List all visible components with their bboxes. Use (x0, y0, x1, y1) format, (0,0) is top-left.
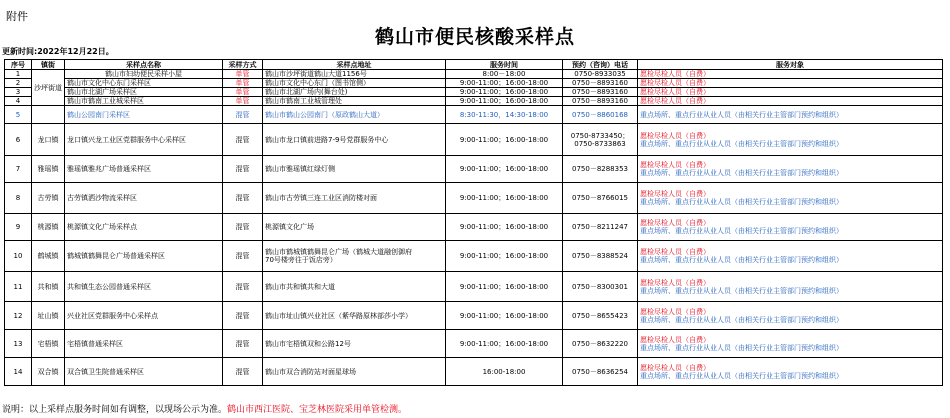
row-address: 鹤山市雅瑶镇红绿灯侧 (263, 156, 446, 183)
row-target (638, 330, 943, 358)
row-phone: 0750－8655423 (563, 302, 638, 330)
row-phone: 0750－8388524 (563, 241, 638, 272)
table-row (5, 214, 943, 241)
row-time: 8:30-11:30，14:30-18:00 (446, 106, 563, 124)
row-method: 混管 (223, 106, 263, 124)
row-phone: 0750－8893160 (563, 88, 638, 97)
row-method: 单管 (223, 97, 263, 106)
table-row (5, 88, 943, 97)
row-target (638, 183, 943, 214)
row-time: 9:00-11:00；16:00-18:00 (446, 241, 563, 272)
row-time: 9:00-11:00；16:00-18:00 (446, 272, 563, 302)
header-time: 服务时间 (446, 60, 563, 70)
row-site-name: 鹤山市妇幼便民采样小屋 (65, 70, 223, 79)
table-row (5, 156, 943, 183)
row-address: 鹤山市龙口镇前进路7-9号党群服务中心 (263, 124, 446, 156)
table-row (5, 183, 943, 214)
row-method: 单管 (223, 88, 263, 97)
row-target (638, 214, 943, 241)
row-town: 古劳镇 (32, 183, 65, 214)
sampling-sites-table (4, 59, 943, 386)
target-line-key-groups: 重点场所、重点行业从业人员（由相关行业主管部门预约和组织） (640, 315, 843, 324)
row-target: 重点场所、重点行业从业人员（由相关行业主管部门预约和组织） (638, 106, 943, 124)
row-no: 12 (5, 302, 32, 330)
row-no: 13 (5, 330, 32, 358)
table-row (5, 241, 943, 272)
table-row (5, 302, 943, 330)
table-row (5, 272, 943, 302)
row-target: 愿检尽检人员（自费） (638, 88, 943, 97)
row-target: 愿检尽检人员（自费） (638, 97, 943, 106)
row-address: 鹤山市双合消防站对面星球场 (263, 358, 446, 386)
table-row (5, 106, 943, 124)
row-address: 鹤山市址山镇兴业社区（紫华路原林部莎小学） (263, 302, 446, 330)
row-no: 6 (5, 124, 32, 156)
row-address: 鹤山市宅梧镇双和公路12号 (263, 330, 446, 358)
target-line-self-pay: 愿检尽检人员（自费） (640, 161, 710, 169)
target-line-key-groups: 重点场所、重点行业从业人员（由相关行业主管部门预约和组织） (640, 227, 843, 235)
table-row (5, 79, 943, 88)
target-line-key-groups: 重点场所、重点行业从业人员（由相关行业主管部门预约和组织） (640, 286, 843, 295)
row-site-name: 共和镇生态公园普通采样区 (65, 272, 223, 302)
row-target (638, 124, 943, 156)
row-town: 鹤城镇 (32, 241, 65, 272)
row-no: 8 (5, 183, 32, 214)
row-no: 10 (5, 241, 32, 272)
row-phone: 0750－8632220 (563, 330, 638, 358)
row-method: 混管 (223, 156, 263, 183)
row-target (638, 241, 943, 272)
target-line-self-pay: 愿检尽检人员（自费） (640, 278, 710, 287)
row-time: 9:00-11:00；16:00-18:00 (446, 330, 563, 358)
target-line-self-pay: 愿检尽检人员（自费） (640, 248, 710, 256)
target-line-self-pay: 愿检尽检人员（自费） (640, 335, 710, 344)
row-town: 桃源镇 (32, 214, 65, 241)
row-address: 鹤山市鹤山公园南门（原政鹤山大道） (263, 106, 446, 124)
row-site-name: 鹤山公园南门采样区 (65, 106, 223, 124)
row-phone: 0750－8893160 (563, 79, 638, 88)
row-site-name: 龙口镇兴龙工业区党群服务中心采样区 (65, 124, 223, 156)
row-phone: 0750－8300301 (563, 272, 638, 302)
row-target (638, 358, 943, 386)
row-no: 2 (5, 79, 32, 88)
header-method: 采样方式 (223, 60, 263, 70)
target-line-key-groups: 重点场所、重点行业从业人员（由相关行业主管部门预约和组织） (640, 371, 843, 380)
row-site-name: 鹤山市鹤南工业城采样区 (65, 97, 223, 106)
table-row (5, 97, 943, 106)
row-site-name: 双合镇卫生院普通采样区 (65, 358, 223, 386)
row-town: 共和镇 (32, 272, 65, 302)
row-no: 1 (5, 70, 32, 79)
phone-line: 0750-8733450； (570, 131, 630, 140)
row-method: 混管 (223, 358, 263, 386)
row-address: 桃源镇文化广场 (263, 214, 446, 241)
row-town (32, 106, 65, 124)
row-method: 混管 (223, 124, 263, 156)
table-row (5, 124, 943, 156)
row-method: 混管 (223, 214, 263, 241)
row-method: 混管 (223, 272, 263, 302)
address-line: 70号楼旁往于饭店旁） (265, 256, 337, 264)
row-time: 9:00-11:00；16:00-18:00 (446, 214, 563, 241)
row-address: 鹤山市共和镇共和大道 (263, 272, 446, 302)
row-target: 愿检尽检人员（自费） (638, 70, 943, 79)
row-no: 14 (5, 358, 32, 386)
target-line-key-groups: 重点场所、重点行业从业人员（由相关行业主管部门预约和组织） (640, 198, 843, 206)
row-no: 4 (5, 97, 32, 106)
row-phone: 0750－8766015 (563, 183, 638, 214)
target-line-self-pay: 愿检尽检人员（自费） (640, 219, 710, 227)
row-time: 9:00-11:00；16:00-18:00 (446, 79, 563, 88)
table-row (5, 70, 943, 79)
target-line-key-groups: 重点场所、重点行业从业人员（由相关行业主管部门预约和组织） (640, 256, 843, 264)
row-target (638, 156, 943, 183)
row-phone (563, 124, 638, 156)
target-line-key-groups: 重点场所、重点行业从业人员（由相关行业主管部门预约和组织） (640, 139, 843, 148)
row-phone: 0750-8933035 (563, 70, 638, 79)
row-method: 混管 (223, 183, 263, 214)
table-row (5, 358, 943, 386)
header-phone: 预约（咨询）电话 (563, 60, 638, 70)
row-time: 9:00-11:00；16:00-18:00 (446, 97, 563, 106)
row-town: 雅瑶镇 (32, 156, 65, 183)
header-name: 采样点名称 (65, 60, 223, 70)
row-method: 混管 (223, 302, 263, 330)
update-time: 更新时间:2022年12月22日。 (2, 47, 114, 56)
row-town: 址山镇 (32, 302, 65, 330)
row-site-name: 宅梧镇普通采样区 (65, 330, 223, 358)
row-town: 双合镇 (32, 358, 65, 386)
row-time: 9:00-11:00；16:00-18:00 (446, 183, 563, 214)
row-time: 8:00－18:00 (446, 70, 563, 79)
row-time: 9:00-11:00；16:00-18:00 (446, 124, 563, 156)
row-target (638, 272, 943, 302)
header-target: 服务对象 (638, 60, 943, 70)
row-site-name: 桃源镇文化广场采样点 (65, 214, 223, 241)
row-phone: 0750－8636254 (563, 358, 638, 386)
row-site-name: 雅瑶镇雅兆广场普通采样区 (65, 156, 223, 183)
row-method: 混管 (223, 330, 263, 358)
target-line-self-pay: 愿检尽检人员（自费） (640, 363, 710, 372)
row-site-name: 古劳镇洒沙物流采样区 (65, 183, 223, 214)
row-method: 单管 (223, 79, 263, 88)
row-time: 9:00-11:00；16:00-18:00 (446, 302, 563, 330)
row-address: 鹤山市鹤南工业城管理处 (263, 97, 446, 106)
row-town: 宅梧镇 (32, 330, 65, 358)
row-address: 鹤山市沙坪街道鹤山大道1156号 (263, 70, 446, 79)
row-no: 11 (5, 272, 32, 302)
footnote-text: 说明：以上采样点服务时间如有调整，以现场公示为准。 (2, 405, 228, 415)
attachment-label: 附件 (6, 10, 28, 23)
row-town: 龙口镇 (32, 124, 65, 156)
row-method: 混管 (223, 241, 263, 272)
header-no: 序号 (5, 60, 32, 70)
row-time: 9:00-11:00；16:00-18:00 (446, 156, 563, 183)
target-line-self-pay: 愿检尽检人员（自费） (640, 190, 710, 198)
row-address: 鹤山市北湖广场内(舞台处) (263, 88, 446, 97)
footnote-highlight: 鹤山市西江医院、宝芝林医院采用单管检测。 (227, 405, 408, 415)
row-phone: 0750－8860168 (563, 106, 638, 124)
row-method: 单管 (223, 70, 263, 79)
row-target (638, 302, 943, 330)
phone-line: 0750-8733863 (574, 139, 626, 148)
row-town: 沙坪街道 (32, 70, 65, 106)
row-site-name: 兴业社区党群服务中心采样点 (65, 302, 223, 330)
row-site-name: 鹤城镇鹤舞昆仑广场普通采样区 (65, 241, 223, 272)
row-phone: 0750－8893160 (563, 97, 638, 106)
row-address: 鹤山市文化中心东门（图书馆侧） (263, 79, 446, 88)
header-address: 采样点地址 (263, 60, 446, 70)
table-header-row (5, 60, 943, 70)
row-site-name: 鹤山市北湖广场采样区 (65, 88, 223, 97)
row-phone: 0750－8211247 (563, 214, 638, 241)
target-line-self-pay: 愿检尽检人员（自费） (640, 307, 710, 316)
target-line-key-groups: 重点场所、重点行业从业人员（由相关行业主管部门预约和组织） (640, 169, 843, 177)
row-target: 愿检尽检人员（自费） (638, 79, 943, 88)
row-phone: 0750－8288353 (563, 156, 638, 183)
footnote (2, 402, 407, 415)
row-no: 5 (5, 106, 32, 124)
target-line-key-groups: 重点场所、重点行业从业人员（由相关行业主管部门预约和组织） (640, 343, 843, 352)
row-no: 7 (5, 156, 32, 183)
target-line-self-pay: 愿检尽检人员（自费） (640, 131, 710, 140)
row-address: 鹤山市古劳镇三连工业区消防楼对面 (263, 183, 446, 214)
row-time: 9:00-11:00；16:00-18:00 (446, 88, 563, 97)
page-title: 鹤山市便民核酸采样点 (374, 26, 575, 48)
row-no: 9 (5, 214, 32, 241)
row-site-name: 鹤山市文化中心东门采样区 (65, 79, 223, 88)
address-line: 鹤山市鹤城镇鹤舞昆仑广场（鹤城大道融创御府 (265, 248, 412, 256)
header-town: 镇街 (32, 60, 65, 70)
table-row (5, 330, 943, 358)
row-time: 16:00-18:00 (446, 358, 563, 386)
row-no: 3 (5, 88, 32, 97)
row-address (263, 241, 446, 272)
